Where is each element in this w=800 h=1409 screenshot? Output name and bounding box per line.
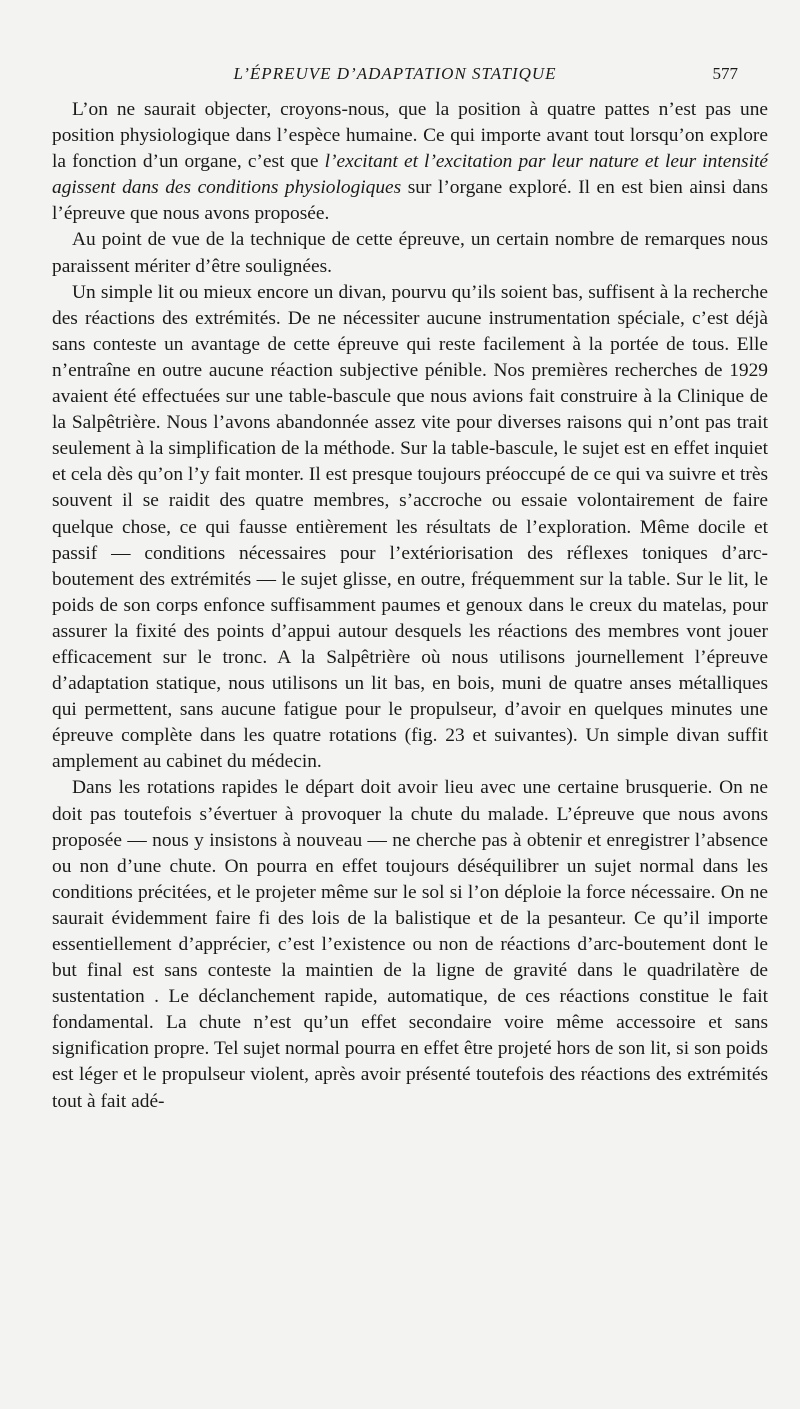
body-text	[52, 97, 768, 1115]
paragraph-4: Dans les rotations rapides le départ doit avoir lieu avec une certaine brusquerie. On ne doit pas toutefois s’évertuer à provoquer la chute du malade. L’épreuve que nous avons proposée — nous y insistons à nouveau — ne cherche pas à obtenir et enregistrer l’absence ou non d’une chute. On pourra en effet toujours déséquilibrer un sujet normal dans les conditions précitées, et le projeter même sur le sol si l’on déploie la force nécessaire. On ne saurait évidemment faire fi des lois de la balistique et de la pesanteur. Ce qu’il importe essentiellement d’apprécier, c’est l’existence ou non de réactions d’arc-boutement dont le but final est sans conteste la maintien de la ligne de gravité dans le quadrilatère de sustentation . Le déclanchement rapide, automatique, de ces réactions constitue le fait fondamental. La chute n’est qu’un effet secondaire voire même accessoire et sans signification propre. Tel sujet normal pourra en effet être projeté hors de son lit, si son poids est léger et le propulseur violent, après avoir présenté toutefois des réactions des extrémités tout à fait adé-	[52, 777, 768, 1112]
paragraph-1-emphasis: l’excitant et l’excitation par leur nature et leur intensité agissent dans des conditions physiologiques	[52, 151, 768, 199]
paragraph-1-text-start: L’on ne saurait objecter, croyons-nous, que la position à quatre pattes n’est pas une position physiologique dans l’espèce humaine. Ce qui importe avant tout lorsqu’on explore la fonction d’un organe, c’est que	[52, 99, 768, 173]
running-head	[52, 64, 738, 86]
paragraph-1-text-end: sur l’organe exploré. Il en est bien ainsi dans l’épreuve que nous avons proposée.	[52, 177, 768, 225]
page-number: 577	[712, 64, 738, 83]
paragraph-2: Au point de vue de la technique de cette épreuve, un certain nombre de remarques nous paraissent mériter d’être soulignées.	[52, 229, 768, 277]
paragraph-3: Un simple lit ou mieux encore un divan, pourvu qu’ils soient bas, suffisent à la recherche des réactions des extrémités. De ne nécessiter aucune instrumentation spéciale, c’est déjà sans conteste un avantage de cette épreuve qui reste facilement à la portée de tous. Elle n’entraîne en outre aucune réaction subjective pénible. Nos premières recherches de 1929 avaient été effectuées sur une table-bascule que nous avions fait construire à la Clinique de la Salpêtrière. Nous l’avons abandonnée assez vite pour diverses raisons qui n’ont pas trait seulement à la simplification de la méthode. Sur la table-bascule, le sujet est en effet inquiet et cela dès qu’on l’y fait monter. Il est presque toujours préoccupé de ce qui va suivre et très souvent il se raidit des quatre membres, s’accroche ou essaie volontairement de faire quelque chose, ce qui fausse entièrement les résultats de l’exploration. Même docile et passif — conditions nécessaires pour l’extériorisation des réflexes toniques d’arc-boutement des extrémités — le sujet glisse, en outre, fréquemment sur la table. Sur le lit, le poids de son corps enfonce suffisamment paumes et genoux dans le creux du matelas, pour assurer la fixité des points d’appui autour desquels les réactions des membres vont jouer efficacement sur le tronc. A la Salpêtrière où nous utilisons journellement l’épreuve d’adaptation statique, nous utilisons un lit bas, en bois, muni de quatre anses métalliques qui permettent, sans aucune fatigue pour le propulseur, d’avoir en quelques minutes une épreuve complète dans les quatre rotations (fig. 23 et suivantes). Un simple divan suffit amplement au cabinet du médecin.	[52, 281, 768, 773]
paragraph-1	[52, 97, 768, 227]
running-title: L’ÉPREUVE D’ADAPTATION STATIQUE	[233, 64, 557, 83]
